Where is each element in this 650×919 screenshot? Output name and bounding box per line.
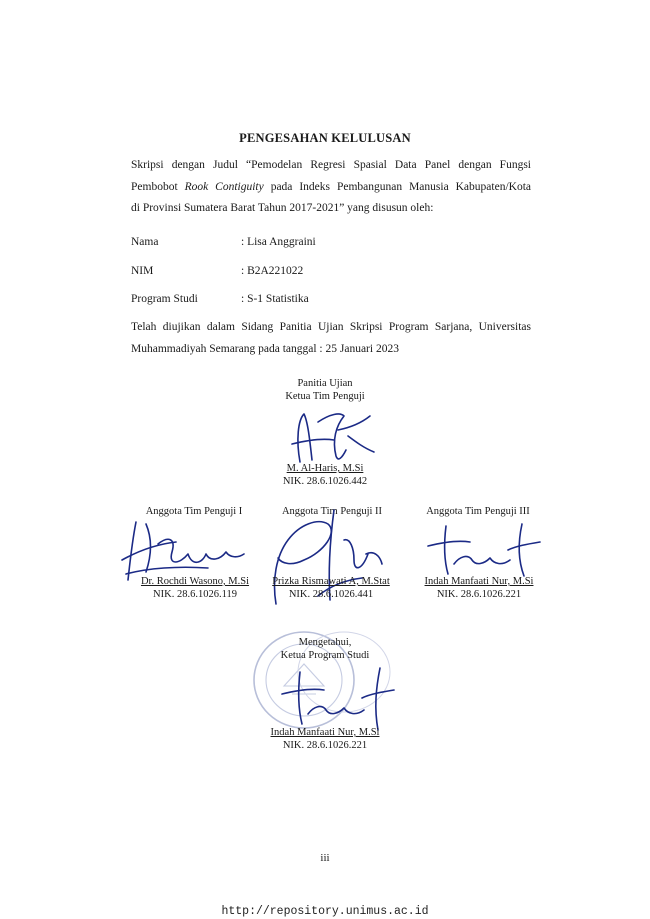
exam-line-2: Muhammadiyah Semarang pada tanggal : 25 Januari 2023 <box>131 342 399 355</box>
chair-name: M. Al-Haris, M.Si <box>286 463 364 474</box>
chair-block <box>0 462 650 488</box>
member-2-role: Anggota Tim Penguji II <box>281 506 383 517</box>
member-3-nik: NIK. 28.6.1026.221 <box>436 589 522 600</box>
approval-block <box>0 726 650 752</box>
repository-url[interactable]: http://repository.unimus.ac.id <box>221 905 429 918</box>
field-program-value: : S-1 Statistika <box>241 293 309 305</box>
approval-heading: Mengetahui, <box>298 637 352 648</box>
member-3-block <box>404 575 554 601</box>
approval-role: Ketua Program Studi <box>280 650 370 661</box>
member-3-signature <box>424 520 544 580</box>
page-number: iii <box>320 852 330 864</box>
member-1-nik: NIK. 28.6.1026.119 <box>153 589 237 600</box>
chair-nik: NIK. 28.6.1026.442 <box>282 476 368 487</box>
member-1-signature <box>118 514 248 584</box>
intro-paragraph <box>131 155 531 220</box>
intro-line-1: Skripsi dengan Judul “Pemodelan Regresi Spasial Data Panel dengan Fungsi <box>131 159 531 171</box>
member-2-name: Prizka Rismawati A, M.Stat <box>272 576 390 587</box>
field-name-value: : Lisa Anggraini <box>241 236 316 248</box>
committee-heading: Panitia Ujian <box>297 378 353 389</box>
member-1-block <box>120 575 270 601</box>
intro-line-2-b: pada Indeks Pembangunan Manusia Kabupaten/Kota <box>263 180 531 193</box>
member-3-role: Anggota Tim Penguji III <box>426 506 530 517</box>
intro-line-2-a: Pembobot <box>131 180 185 193</box>
chair-role: Ketua Tim Penguji <box>285 391 365 402</box>
field-nim-value: : B2A221022 <box>241 265 304 277</box>
member-3-name: Indah Manfaati Nur, M.Si <box>424 576 534 587</box>
approval-name: Indah Manfaati Nur, M.Si <box>270 727 380 738</box>
intro-line-3: di Provinsi Sumatera Barat Tahun 2017-2021” yang disusun oleh: <box>131 202 434 214</box>
exam-paragraph <box>131 317 531 360</box>
exam-line-1: Telah diujikan dalam Sidang Panitia Ujian Skripsi Program Sarjana, Universitas <box>131 321 531 333</box>
chair-signature <box>278 400 378 470</box>
member-1-name: Dr. Rochdi Wasono, M.Si <box>140 576 250 587</box>
field-program-label: Program Studi <box>131 293 198 305</box>
intro-line-2 <box>131 177 531 199</box>
approval-signature <box>278 664 398 734</box>
member-2-block <box>256 575 406 601</box>
intro-line-2-italic: Rook Contiguity <box>184 180 264 193</box>
member-2-nik: NIK. 28.6.1026.441 <box>288 589 374 600</box>
field-nim-label: NIM <box>131 265 154 277</box>
page-title: PENGESAHAN KELULUSAN <box>239 131 411 145</box>
approval-nik: NIK. 28.6.1026.221 <box>282 740 368 751</box>
member-1-role: Anggota Tim Penguji I <box>145 506 243 517</box>
field-name-label: Nama <box>131 236 159 248</box>
approval-heading-block <box>0 636 650 662</box>
